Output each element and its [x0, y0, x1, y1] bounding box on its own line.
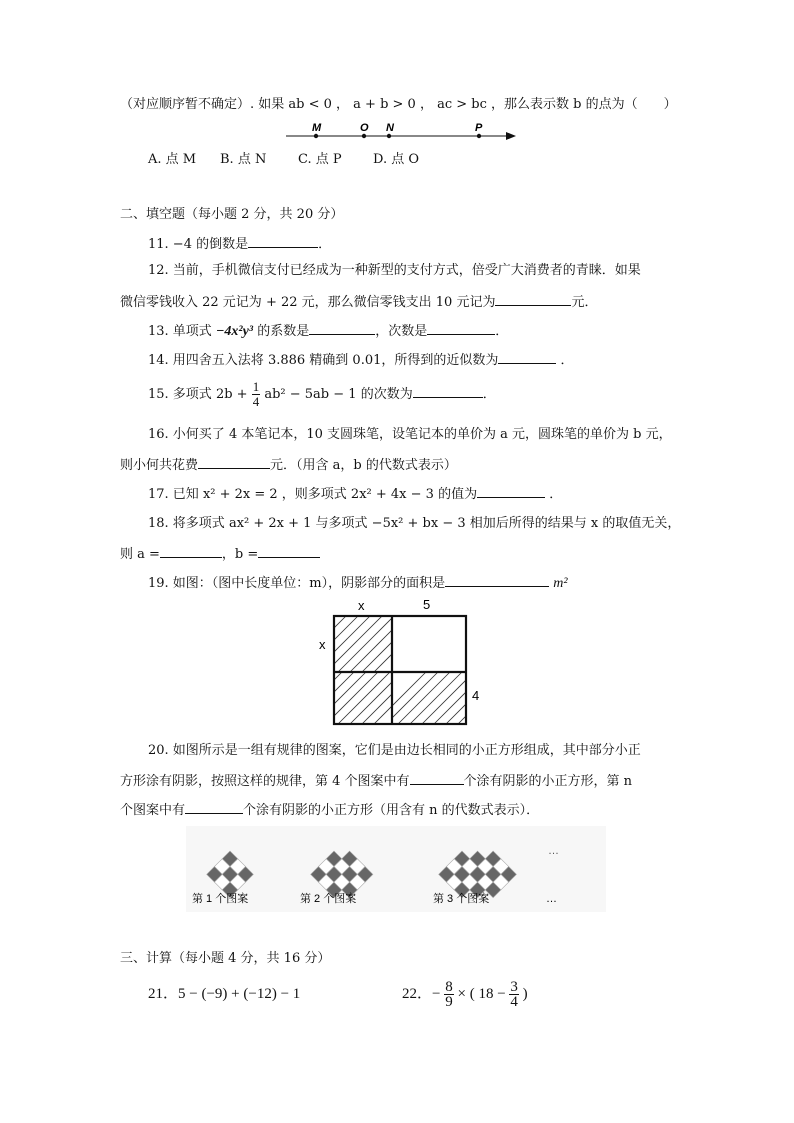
point-n — [387, 134, 391, 138]
label-four: 4 — [472, 688, 480, 703]
point-m — [314, 134, 318, 138]
caption-2: 第 2 个图案 — [300, 893, 357, 905]
q19-text: 19. 如图：（图中长度单位：m），阴影部分的面积是 — [148, 576, 446, 591]
q22-f1-numerator: 8 — [445, 979, 453, 996]
q22-fraction-1 — [444, 980, 454, 1009]
label-x-top: x — [358, 598, 365, 613]
caption-4: … — [546, 893, 557, 905]
q15-fraction — [252, 380, 261, 409]
q14: 14. 用四舍五入法将 3.886 精确到 0.01，所得到的近似数为 ． — [148, 349, 574, 370]
q16-line2 — [120, 454, 457, 475]
q20-blank-2 — [185, 799, 243, 814]
q20-line2 — [120, 770, 632, 791]
option-d: D. 点 O — [373, 152, 420, 167]
q14-text: 14. 用四舍五入法将 3.886 精确到 0.01，所得到的近似数为 — [148, 353, 499, 368]
q11-blank — [248, 233, 318, 248]
q16-line1: 16. 小何买了 4 本笔记本，10 支圆珠笔，设笔记本的单价为 a 元，圆珠笔的单价为 b 元， — [148, 427, 672, 442]
section3-header: 三、计算（每小题 4 分，共 16 分） — [120, 951, 331, 966]
q19 — [148, 572, 568, 593]
q11-text: 11. −4 的倒数是 — [148, 237, 249, 252]
q18-line2 — [120, 543, 320, 564]
q20-blank-1 — [410, 770, 464, 785]
q16-text-a: 则小何共花费 — [120, 458, 199, 473]
q13-text-c: ，次数是 — [375, 324, 428, 339]
q16-blank — [198, 454, 270, 469]
option-a: A. 点 M — [148, 152, 197, 167]
caption-3: 第 3 个图案 — [433, 893, 490, 905]
q22-end: ) — [522, 986, 528, 1002]
option-b: B. 点 N — [220, 152, 267, 167]
q20-text-d: 个涂有阴影的小正方形（用含有 n 的代数式表示）． — [243, 803, 540, 818]
number-line — [282, 120, 522, 148]
q20-text-c: 个图案中有 — [120, 803, 186, 818]
q13-text-b: 的系数是 — [257, 324, 310, 339]
q18-line1: 18. 将多项式 ax² + 2x + 1 与多项式 −5x² + bx − 3 相加后所得的结果与 x 的取值无关， — [148, 516, 681, 531]
q22-label: 22． — [402, 986, 433, 1002]
q20-text-b: 个涂有阴影的小正方形，第 n — [463, 774, 633, 789]
q15-blank — [413, 383, 483, 398]
label-o: O — [360, 122, 369, 134]
hatch-bottom-left — [314, 672, 426, 724]
label-n: N — [386, 122, 394, 134]
q12-blank — [495, 291, 571, 306]
q22-f1-denominator: 9 — [445, 994, 453, 1011]
label-x-left: x — [319, 637, 326, 652]
option-c: C. 点 P — [298, 152, 342, 167]
q20-text-a: 方形涂有阴影，按照这样的规律，第 4 个图案中有 — [120, 774, 410, 789]
q20-pattern-figure — [186, 826, 606, 912]
q13-expression: −4x²y³ — [215, 324, 254, 339]
q18-text-b: ，b = — [221, 547, 259, 562]
section2-header: 二、填空题（每小题 2 分，共 20 分） — [120, 207, 344, 222]
q18-blank-a — [160, 543, 222, 558]
hatch-top-left — [314, 616, 430, 672]
q12-line2 — [120, 291, 597, 312]
q13: 13. 单项式 −4x²y³ 的系数是 ，次数是 ． — [148, 320, 508, 341]
point-o — [362, 134, 366, 138]
q12-text-b: 元． — [571, 295, 598, 310]
q15-text-a: 15. 多项式 2b + — [148, 387, 248, 402]
q20-line3 — [120, 799, 539, 820]
label-m: M — [312, 122, 322, 134]
caption-1: 第 1 个图案 — [192, 893, 249, 905]
q12-line1: 12. 当前，手机微信支付已经成为一种新型的支付方式，倍受广大消费者的青睐．如果 — [148, 263, 641, 278]
q22-f2-numerator: 3 — [510, 979, 518, 996]
q15-numerator: 1 — [252, 379, 260, 394]
q20-line1: 20. 如图所示是一组有规律的图案，它们是由边长相同的小正方形组成，其中部分小正 — [148, 743, 641, 758]
q19-area-figure — [314, 596, 504, 732]
q13-blank-2 — [427, 320, 495, 335]
q19-blank — [445, 572, 549, 587]
q22-prefix: − — [432, 986, 441, 1002]
q16-text-b: 元．（用含 a，b 的代数式表示） — [270, 458, 457, 473]
hatch-bottom-right — [374, 672, 504, 724]
q14-blank — [498, 349, 556, 364]
q10-text: （对应顺序暂不确定）. 如果 ab < 0 ， a + b > 0 ， ac > bc ，那么表示数 b 的点为（ ） — [120, 97, 677, 112]
q19-unit: m² — [553, 576, 568, 591]
q11: 11. −4 的倒数是 ． — [148, 233, 331, 254]
q17-text: 17. 已知 x² + 2x = 2 ，则多项式 2x² + 4x − 3 的值为 — [148, 487, 478, 502]
q13-blank-1 — [309, 320, 375, 335]
q18-blank-b — [258, 543, 320, 558]
label-five: 5 — [423, 597, 431, 612]
point-p — [477, 134, 481, 138]
q22 — [402, 974, 528, 1014]
q15-text-b: ab² − 5ab − 1 的次数为 — [264, 387, 413, 402]
q13-text-a: 13. 单项式 — [148, 324, 212, 339]
q22-mid: × ( 18 − — [457, 986, 506, 1002]
pattern-dots: … — [548, 845, 559, 857]
q21: 21．5 − (−9) + (−12) − 1 — [148, 986, 301, 1002]
q17: 17. 已知 x² + 2x = 2 ，则多项式 2x² + 4x − 3 的值为 ． — [148, 483, 562, 504]
q17-blank — [477, 483, 545, 498]
q12-text-a: 微信零钱收入 22 元记为 + 22 元，那么微信零钱支出 10 元记为 — [120, 295, 496, 310]
label-p: P — [475, 122, 483, 134]
q22-f2-denominator: 4 — [510, 994, 518, 1011]
q15: 15. 多项式 2b + $\frac{1}{4}$ ab² − 5ab − 1 的次数为 ． — [148, 379, 496, 409]
q22-fraction-2 — [509, 980, 519, 1009]
q15-denominator: 4 — [252, 394, 260, 409]
q18-text-a: 则 a = — [120, 547, 160, 562]
